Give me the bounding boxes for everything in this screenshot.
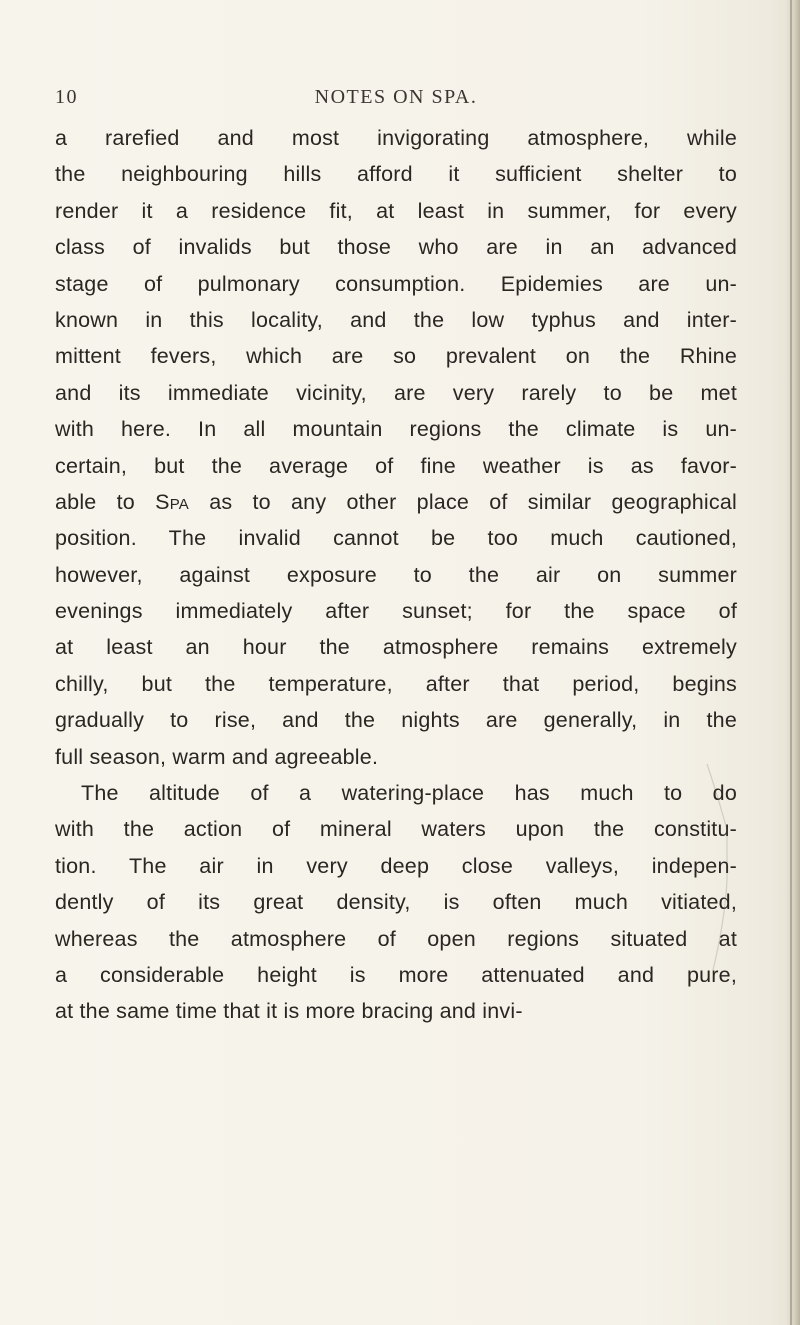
text-line: a rarefied and most invigorating atmosphere, while	[55, 126, 737, 150]
text-line: mittent fevers, which are so prevalent on the Rhine	[55, 344, 737, 369]
text-line: the neighbouring hills afford it sufficient shelter to	[55, 162, 737, 187]
page-number: 10	[55, 86, 78, 108]
text-line: known in this locality, and the low typhus and inter-	[55, 307, 737, 332]
text-line: gradually to rise, and the nights are generally, in the	[55, 708, 737, 733]
running-title: NOTES ON SPA.	[314, 86, 478, 108]
text-line: whereas the atmosphere of open regions situated at	[55, 926, 737, 951]
text-line: with here. In all mountain regions the climate is un-	[55, 417, 737, 442]
text-line: chilly, but the temperature, after that period, begins	[55, 671, 737, 696]
spa-word: Spa	[155, 489, 190, 514]
text-line: position. The invalid cannot be too much cautioned,	[55, 526, 737, 551]
text-line: evenings immediately after sunset; for the space of	[55, 599, 737, 624]
text-line: and its immediate vicinity, are very rarely to be met	[55, 380, 737, 405]
text-line: certain, but the average of fine weather is as favor-	[55, 453, 737, 478]
text-line: however, against exposure to the air on summer	[55, 562, 737, 587]
text-line: stage of pulmonary consumption. Epidemies are un-	[55, 271, 737, 296]
text-line: full season, warm and agreeable.	[55, 744, 379, 769]
body-text	[55, 120, 737, 1030]
text-line: dently of its great density, is often much vitiated,	[55, 890, 737, 915]
text-line: class of invalids but those who are in an advanced	[55, 235, 737, 260]
running-head	[55, 86, 737, 116]
text-line: with the action of mineral waters upon the constitu-	[55, 817, 737, 842]
page-edge-shadow	[786, 0, 800, 1325]
text-fragment: able to	[55, 489, 156, 514]
text-line: a considerable height is more attenuated and pure,	[55, 962, 737, 987]
paragraph-start-line: The altitude of a watering-place has much to do	[81, 781, 737, 806]
text-line: at the same time that it is more bracing and invi-	[55, 999, 523, 1024]
text-line: tion. The air in very deep close valleys, indepen-	[55, 853, 737, 878]
text-line: at least an hour the atmosphere remains extremely	[55, 635, 737, 660]
text-fragment: as to any other place of similar geographical	[189, 489, 737, 514]
page-edge-line	[790, 0, 792, 1325]
text-line: render it a residence fit, at least in summer, for every	[55, 198, 737, 223]
text-line-with-spa	[55, 484, 737, 520]
